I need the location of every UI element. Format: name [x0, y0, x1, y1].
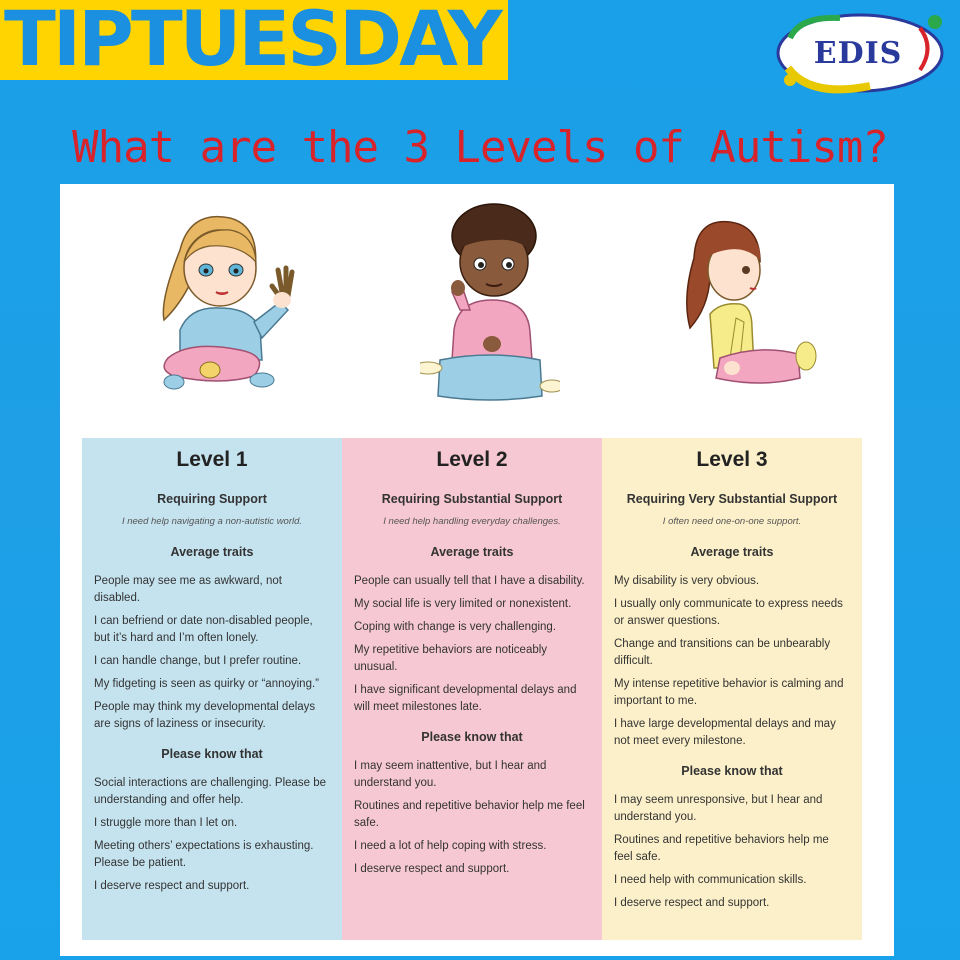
- know-item: I deserve respect and support.: [354, 863, 510, 875]
- logo-text: EDIS: [813, 36, 903, 71]
- child-sitting-profile-illustration: [680, 218, 820, 390]
- know-item: Social interactions are challenging. Please be understanding and offer help.: [94, 777, 327, 806]
- traits-heading: Average traits: [690, 545, 774, 559]
- level-title: Level 3: [696, 448, 768, 471]
- know-item: Routines and repetitive behaviors help me feel safe.: [614, 834, 829, 863]
- trait-item: I have large developmental delays and may not meet every milestone.: [614, 718, 836, 747]
- know-heading: Please know that: [161, 747, 263, 761]
- levels-table: [82, 438, 862, 940]
- level-title: Level 1: [176, 448, 248, 471]
- level-quote: I often need one-on-one support.: [662, 516, 802, 527]
- infographic-card: [60, 184, 894, 956]
- child-kneeling-illustration: [420, 200, 560, 410]
- know-item: I may seem unresponsive, but I hear and understand you.: [614, 794, 823, 823]
- trait-item: Coping with change is very challenging.: [354, 621, 557, 633]
- trait-item: People can usually tell that I have a disability.: [354, 575, 585, 587]
- know-heading: Please know that: [681, 764, 783, 778]
- level-quote: I need help handling everyday challenges.: [383, 516, 561, 527]
- know-item: Routines and repetitive behavior help me feel safe.: [354, 800, 585, 829]
- know-heading: Please know that: [421, 730, 523, 744]
- traits-heading: Average traits: [430, 545, 514, 559]
- trait-item: I can befriend or date non-disabled people, but it’s hard and I’m often lonely.: [94, 615, 313, 644]
- level-1-column: [82, 438, 342, 940]
- trait-item: People may think my developmental delays are signs of laziness or insecurity.: [94, 701, 316, 730]
- child-waving-illustration: [150, 210, 300, 392]
- trait-item: Change and transitions can be unbearably difficult.: [614, 638, 831, 667]
- trait-item: My social life is very limited or nonexistent.: [354, 598, 572, 610]
- know-item: I deserve respect and support.: [614, 897, 770, 909]
- trait-item: I have significant developmental delays and will meet milestones late.: [354, 684, 577, 713]
- edis-logo: [770, 8, 946, 98]
- level-subtitle: Requiring Very Substantial Support: [626, 492, 838, 506]
- tip-tuesday-banner: [0, 0, 508, 83]
- page-title: What are the 3 Levels of Autism?: [72, 122, 888, 173]
- know-item: I need help with communication skills.: [614, 874, 807, 886]
- level-subtitle: Requiring Substantial Support: [381, 492, 563, 506]
- trait-item: My disability is very obvious.: [614, 575, 760, 587]
- traits-heading: Average traits: [170, 545, 254, 559]
- level-3-column: [602, 438, 862, 940]
- know-item: I struggle more than I let on.: [94, 817, 238, 829]
- trait-item: I usually only communicate to express needs or answer questions.: [614, 598, 843, 627]
- level-quote: I need help navigating a non-autistic world.: [121, 516, 303, 527]
- level-2-column: [342, 438, 602, 940]
- know-item: Meeting others’ expectations is exhausting. Please be patient.: [94, 840, 314, 869]
- trait-item: My intense repetitive behavior is calming and important to me.: [614, 678, 844, 707]
- trait-item: My repetitive behaviors are noticeably unusual.: [354, 644, 548, 673]
- know-item: I deserve respect and support.: [94, 880, 250, 892]
- level-subtitle: Requiring Support: [157, 492, 267, 506]
- trait-item: My fidgeting is seen as quirky or “annoying.”: [94, 678, 319, 690]
- level-title: Level 2: [436, 448, 508, 471]
- know-item: I need a lot of help coping with stress.: [354, 840, 547, 852]
- trait-item: People may see me as awkward, not disabled.: [94, 575, 282, 604]
- banner-title: TIPTUESDAY: [4, 0, 500, 83]
- know-item: I may seem inattentive, but I hear and understand you.: [354, 760, 547, 789]
- trait-item: I can handle change, but I prefer routine.: [94, 655, 302, 667]
